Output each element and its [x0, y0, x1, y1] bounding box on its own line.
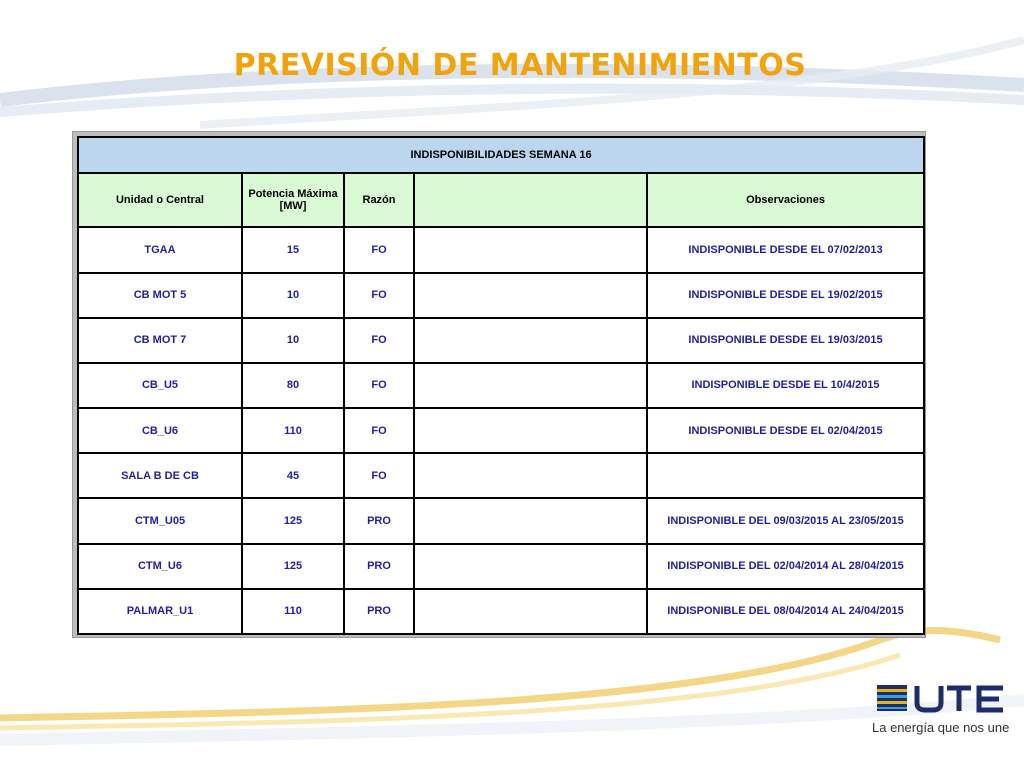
- cell-observaciones: INDISPONIBLE DEL 02/04/2014 AL 28/04/2015: [647, 544, 924, 589]
- cell-blank: [414, 273, 647, 318]
- cell-potencia: 45: [242, 453, 344, 498]
- cell-razon: FO: [344, 363, 414, 408]
- logo-wordmark: [917, 686, 1003, 711]
- cell-razon: PRO: [344, 544, 414, 589]
- header-razon: Razón: [344, 173, 414, 227]
- cell-potencia: 10: [242, 318, 344, 363]
- cell-potencia: 15: [242, 227, 344, 272]
- header-row: [78, 173, 924, 227]
- cell-unidad: SALA B DE CB: [78, 453, 242, 498]
- cell-unidad: CB MOT 5: [78, 273, 242, 318]
- cell-observaciones: [647, 453, 924, 498]
- logo-emblem: [877, 685, 907, 711]
- cell-razon: FO: [344, 273, 414, 318]
- cell-unidad: CB_U6: [78, 408, 242, 453]
- cell-razon: FO: [344, 408, 414, 453]
- maintenance-table: [77, 136, 925, 635]
- cell-blank: [414, 544, 647, 589]
- cell-blank: [414, 363, 647, 408]
- cell-blank: [414, 318, 647, 363]
- cell-observaciones: INDISPONIBLE DEL 08/04/2014 AL 24/04/2015: [647, 589, 924, 634]
- cell-blank: [414, 589, 647, 634]
- cell-potencia: 110: [242, 589, 344, 634]
- cell-potencia: 125: [242, 544, 344, 589]
- cell-unidad: CTM_U05: [78, 498, 242, 543]
- cell-razon: PRO: [344, 498, 414, 543]
- cell-observaciones: INDISPONIBLE DEL 09/03/2015 AL 23/05/2015: [647, 498, 924, 543]
- table-frame: [72, 131, 926, 638]
- cell-razon: FO: [344, 227, 414, 272]
- table-row: [78, 273, 924, 318]
- table-row: [78, 589, 924, 634]
- cell-observaciones: INDISPONIBLE DESDE EL 19/03/2015: [647, 318, 924, 363]
- cell-blank: [414, 453, 647, 498]
- table-row: [78, 408, 924, 453]
- table-row: [78, 453, 924, 498]
- cell-blank: [414, 408, 647, 453]
- cell-potencia: 10: [242, 273, 344, 318]
- table-row: [78, 544, 924, 589]
- caption-row: [78, 137, 924, 173]
- cell-observaciones: INDISPONIBLE DESDE EL 07/02/2013: [647, 227, 924, 272]
- cell-razon: FO: [344, 453, 414, 498]
- cell-razon: PRO: [344, 589, 414, 634]
- header-observaciones: Observaciones: [647, 173, 924, 227]
- cell-razon: FO: [344, 318, 414, 363]
- header-unidad: Unidad o Central: [78, 173, 242, 227]
- ute-logo: [872, 680, 1012, 740]
- ute-logo-mark: [875, 683, 1005, 713]
- cell-unidad: TGAA: [78, 227, 242, 272]
- cell-unidad: PALMAR_U1: [78, 589, 242, 634]
- cell-blank: [414, 498, 647, 543]
- table-row: [78, 227, 924, 272]
- cell-potencia: 80: [242, 363, 344, 408]
- table-row: [78, 318, 924, 363]
- table-row: [78, 363, 924, 408]
- logo-tagline: La energía que nos une: [872, 720, 1010, 735]
- cell-blank: [414, 227, 647, 272]
- header-potencia: Potencia Máxima [MW]: [242, 173, 344, 227]
- cell-observaciones: INDISPONIBLE DESDE EL 19/02/2015: [647, 273, 924, 318]
- table-caption: INDISPONIBILIDADES SEMANA 16: [78, 137, 924, 173]
- cell-potencia: 110: [242, 408, 344, 453]
- cell-unidad: CB MOT 7: [78, 318, 242, 363]
- page-title: PREVISIÓN DE MANTENIMIENTOS: [233, 48, 807, 83]
- cell-potencia: 125: [242, 498, 344, 543]
- cell-observaciones: INDISPONIBLE DESDE EL 10/4/2015: [647, 363, 924, 408]
- cell-observaciones: INDISPONIBLE DESDE EL 02/04/2015: [647, 408, 924, 453]
- cell-unidad: CTM_U6: [78, 544, 242, 589]
- table-row: [78, 498, 924, 543]
- cell-unidad: CB_U5: [78, 363, 242, 408]
- header-blank: [414, 173, 647, 227]
